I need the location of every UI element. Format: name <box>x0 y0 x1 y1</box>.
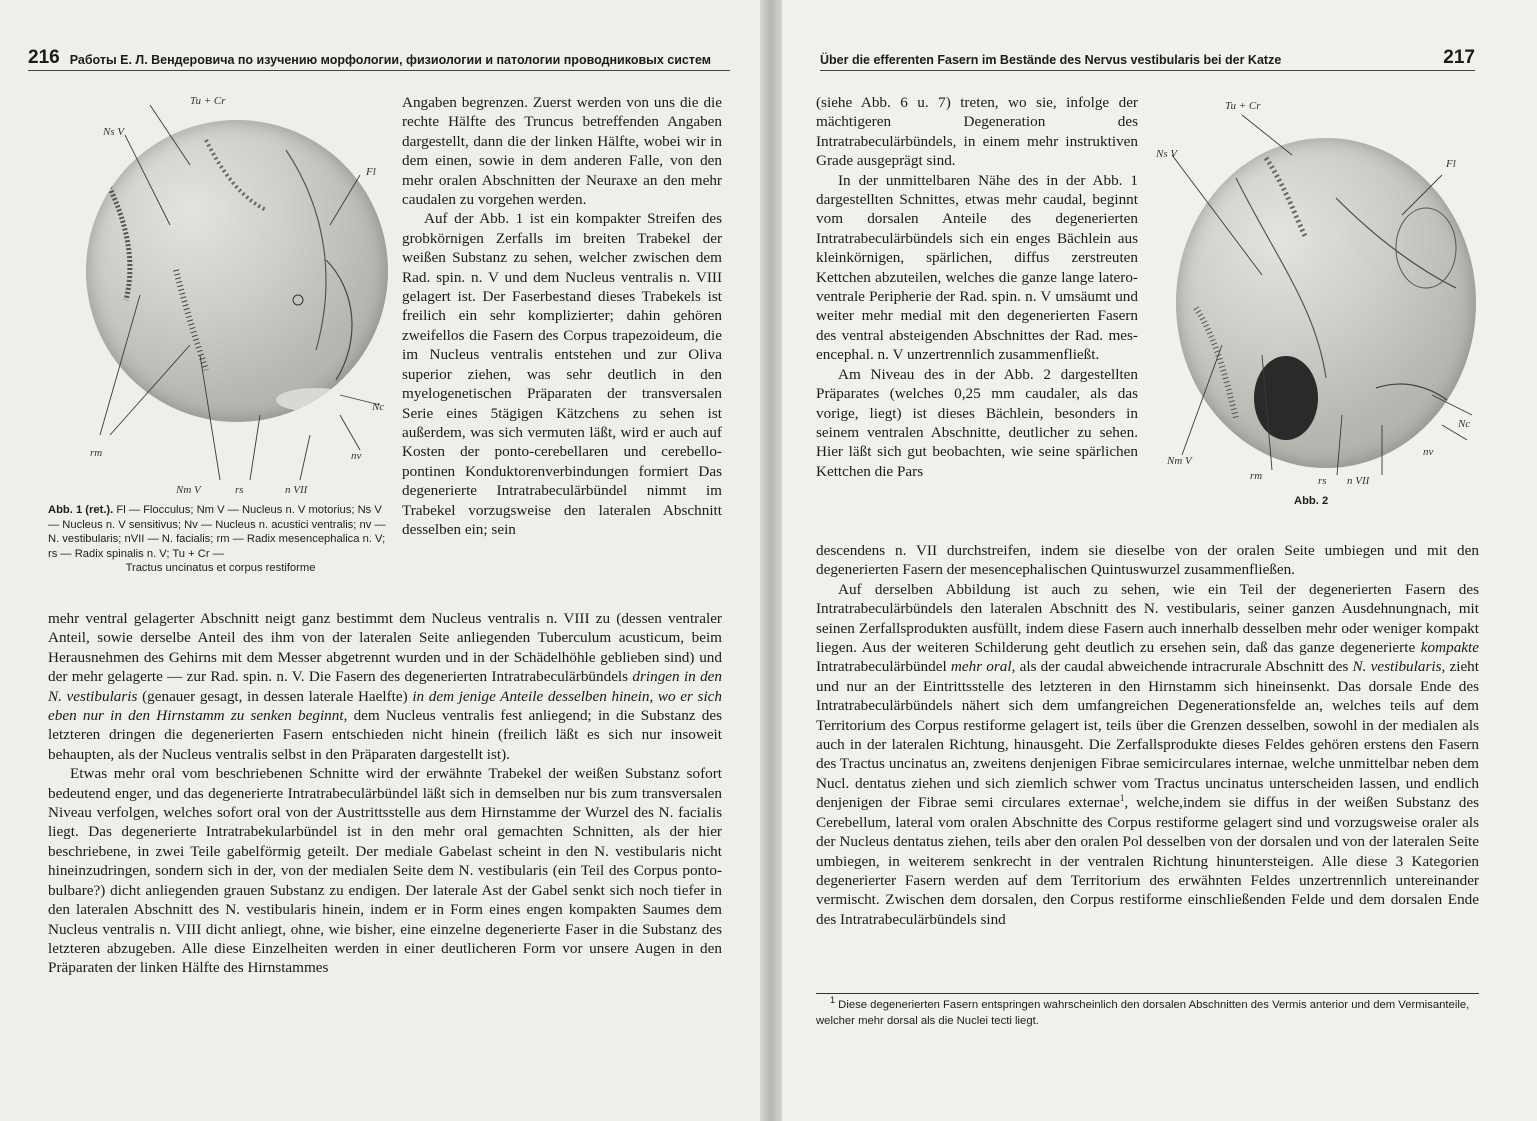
fig1-label-nsv: Ns V <box>103 126 125 138</box>
paragraph: Etwas mehr oral vom beschriebenen Schnitte wird der erwähnte Trabekel der weißen Substanz sofort bedeutend enger, und das degenerierte Intratrabeculärbündel läßt sich in demselben nur bis zum transversalen Niveau verfolgen, welches sofort oral von der Austrittsstelle aus dem Hirnstamme der Wurzel des N. facialis liegt. Das degenerierte Intratrabekularbündel ist in den mehr oral gemachten Schnitten, als der hier beschriebene, in zwei Teile gabelförmig geteilt. Der mediale Gabelast scheint in den N. vestibularis nicht hineinzudringen, sondern sich in der, von der medialen Seite dem N. vestibularis (ein Teil des Corpus ponto-bulbare?) dicht anliegenden grauen Substanz zu endigen. Der laterale Ast der Gabel senkt sich noch tiefer in den lateralen Abschnitt des N. vestibularis hinein, indem er in Form eines engen kompakten Saumes dem Nucleus ventralis n. VIII dicht anliegt, ohne, wie bisher, eine einzelne degenerierte Faser in die Substanz des letzteren abzugeben. Alle diese Einzelheiten werden in einer deutlicheren Form vor unsere Augen in den Präparaten der linken Hälfte des Hirnstammes <box>48 765 722 977</box>
book-gutter <box>760 0 782 1121</box>
right-full-text <box>816 541 1479 929</box>
figure-2-leader-lines <box>1142 95 1537 515</box>
fig2-label-nmv: Nm V <box>1167 455 1192 467</box>
paragraph: Auf der Abb. 1 ist ein kompakter Streifen des grobkörnigen Zerfalls im breiten Trabekel der weißen Substanz zu sehen, welcher zwischen dem Rad. spin. n. V und dem Nucleus ventralis n. VIII gelagert ist. Der Faserbestand dieses Trabekels ist freilich ein sehr komplizierter; dahin gehören zweifellos die Fasern des Corpus trapezoideum, die im Nucleus ventralis entstehen und zur Oliva superior ziehen, was sehr deutlich in den myelogenetischen Präparaten der transversalen Serie eines 5tägigen Kätzchens zu sehen ist außerdem, was sich vermuten läßt, wird er auch auf Kosten der ponto-cerebellaren und cerebello-pontinen Konduktorenverbindungen formiert Das degenerierte Intratrabeculärbündel nimmt im Trabekel vorzugsweise den lateralen Abschnitt desselben ein; sein <box>402 210 722 538</box>
figure-1-caption <box>48 503 393 576</box>
fig2-label-rm: rm <box>1250 470 1263 482</box>
caption-body: Fl — Flocculus; Nm V — Nucleus n. V motorius; Ns V — Nucleus n. V sensitivus; Nv — Nucleus n. acustici ventralis; nv — N. vestibularis; nVII — N. facialis; rm — Radix mesencephalica n. V; rs — Radix spinalis n. V; Tu + Cr — <box>48 504 386 560</box>
running-head: Über die efferenten Fasern im Bestände des Nervus vestibularis bei der Katze <box>820 53 1282 67</box>
figure-1-leader-lines <box>40 95 440 495</box>
fig2-label-nv: nv <box>1423 446 1434 458</box>
right-header <box>820 44 1475 71</box>
caption-lead: Abb. 1 (ret.). <box>48 504 114 516</box>
left-column-text <box>402 93 722 539</box>
caption-last-line: Tractus uncinatus et corpus restiforme <box>125 562 316 575</box>
figure-2-caption: Abb. 2 <box>1294 495 1329 507</box>
footnote-mark: 1 <box>1119 793 1125 804</box>
right-column-text <box>816 93 1138 481</box>
page-number: 217 <box>1443 47 1475 68</box>
fig1-label-nc: Nc <box>372 401 385 413</box>
paragraph: descendens n. VII durchstreifen, indem sie dieselbe von der oralen Seite umbiegen und mit den degenerierten Fasern der mesencephalischen Quintuswurzel zusammenfließen. <box>816 542 1479 579</box>
fig1-label-nv: nv <box>351 450 362 462</box>
fig2-label-fl: Fl <box>1446 158 1456 170</box>
footnote-number: 1 <box>830 995 836 1006</box>
paragraph: mehr ventral gelagerter Abschnitt neigt ganz bestimmt dem Nucleus ventralis n. VIII zu (dessen ventraler Anteil, sowie derselbe Anteil des ihm von der lateralen Seite anliegenden Tuberculum acusticum, beim Herausnehmen des Gehirns mit dem Messer abgetrennt wurden und in der Schädelhöhle geblieben sind) und der mehr gelagerte — zur Rad. spin. n. V. Die Fasern des degenerierten Intratrabeculärbündels dringen in den N. vestibularis (genauer gesagt, in dessen laterale Haelfte) in dem jenige Anteile desselben hinein, wo er sich eben nur in den Hirnstamm zu senken beginnt, dem Nucleus ventralis fest anliegend; in die Substanz des letzteren dringen die degenerierten Fasern entschieden nicht hinein (freilich läßt es sich nur insoweit behaupten, als der Nucleus ventralis selbst in den Präparaten dargestellt ist). <box>48 610 722 763</box>
fig1-label-rm: rm <box>90 447 103 459</box>
paragraph: Angaben begrenzen. Zuerst werden von uns die die rechte Hälfte des Truncus betreffenden Angaben dargestellt, dann die der linken Hälfte, wobei wir in dem einen, sowie in dem anderen Falle, von den mehr oralen Abschnitten der Neuraxe an den mehr caudalen zu vorgehen werden. <box>402 94 722 209</box>
fig2-label-nsv: Ns V <box>1156 148 1178 160</box>
fig2-label-rs: rs <box>1318 475 1327 487</box>
fig1-label-nvii: n VII <box>285 484 308 496</box>
left-page <box>0 0 760 1121</box>
fig1-label-rs: rs <box>235 484 244 496</box>
paragraph: Auf derselben Abbildung ist auch zu sehen, wie ein Teil der degenerierten Fasern des Intratrabeculärbündels den lateralen Abschnitt des N. vestibularis, seiner ganzen Ausdehnungnach, mit seinen Zerfallsprodukten ausfüllt, indem diese Fasern auch innerhalb desselben mehr oder weniger kompakt liegen. Aus der weiteren Schilderung geht deutlich zu ersehen sein, daß das ganze degenerierte kompakte Intratrabeculärbündel mehr oral, als der caudal abweichende intracrurale Abschnitt des N. vestibularis, zieht und nur an der Eintrittsstelle des letzteren in den Hirnstamm sich hineinsenkt. Das dorsale Ende des Intratrabeculärbündels nähert sich dem umfangreichen Degenerationsfelde an, welches teils auf dem Territorium des Corpus restiforme gelagert ist, teils über die Grenzen desselben, sowohl in der medialen als auch in der lateralen Richtung, hinausgeht. Die Zerfallsprodukte dieses Feldes gehören erstens den Fasern des Tractus uncinatus an, zweitens denjenigen Fibrae semicirculares internae, welche unmittelbar neben dem Nucl. dentatus ziehen und sich ziemlich schwer vom Tractus uncinatus unterscheiden lassen, und endlich denjenigen der Fibrae semi circulares externae$^1$, welche,indem sie diffus in der weißen Substanz des Cerebellum, lateral vom oralen Abschnitte des Corpus restiforme gelagert sind und vorzugsweise oraler als der Nucleus dentatus ziehen, teils aber den oralen Pol desselben von der dorsalen und von der lateralen Seite umbiegen, in weiterem senkrecht in der ventralen Richtung hinuntersteigen. Alle diese 3 Kategorien degenerierter Fasern werden auf dem Territorium des erwähnten Feldes unzertrennlich untereinander vermischt. Zwischen dem dorsalen, den Corpus restiforme einschließenden Felde und dem dorsalen Ende des Intratrabeculärbündels sind <box>816 580 1479 928</box>
fig1-label-fl: Fl <box>366 166 376 178</box>
footnote-rule <box>816 993 1479 994</box>
page-number: 216 <box>28 47 60 68</box>
fig1-label-nmv: Nm V <box>176 484 201 496</box>
fig2-label-nvii: n VII <box>1347 475 1370 487</box>
left-full-text <box>48 609 722 978</box>
paragraph: (siehe Abb. 6 u. 7) treten, wo sie, infolge der mächtigeren Degeneration des Intratrabeculärbündels, in einem mehr instruktiven Grade ausgeprägt sind. <box>816 94 1138 170</box>
fig2-label-nc: Nc <box>1458 418 1471 430</box>
fig1-label-tu-cr: Tu + Cr <box>190 95 226 107</box>
right-page <box>782 0 1537 1121</box>
paragraph: In der unmittelbaren Nähe des in der Abb. 1 dargestellten Schnittes, etwas mehr caudal, beginnt vom dorsalen Anteile des degenerierten Intratrabeculärbündels sich ein enges Bächlein aus kleinkörnigen, spärlichen, diffus zerstreuten Kettchen abzuteilen, welches die ganze lange latero-ventrale Peripherie der Rad. spin. n. V umsäumt und weiter mehr medial mit den degenerierten Fasern des ventral absteigenden Abschnittes der Rad. mes-encephal. n. V unzertrennlich zusammenfließt. <box>816 171 1138 364</box>
footnote <box>816 995 1479 1029</box>
paragraph: Am Niveau des in der Abb. 2 dargestellten Präparates (welches 0,25 mm caudaler, als das vorige, liegt) ist dieses Bächlein, besonders in seinem ventralen Abschnitte, deutlicher zu sehen. Hier läßt sich gut beobachten, wie seine spärlichen Kettchen die Pars <box>816 365 1138 480</box>
footnote-text: Diese degenerierten Fasern entspringen wahrscheinlich den dorsalen Abschnitten des Vermis anterior und dem Vermisanteile, welcher mehr dorsal als die Nuclei tecti liegt. <box>816 999 1470 1027</box>
fig2-label-tu-cr: Tu + Cr <box>1225 100 1261 112</box>
running-head: Работы Е. Л. Вендеровича по изучению морфологии, физиологии и патологии проводниковых систем <box>69 53 711 67</box>
left-header <box>28 44 730 71</box>
